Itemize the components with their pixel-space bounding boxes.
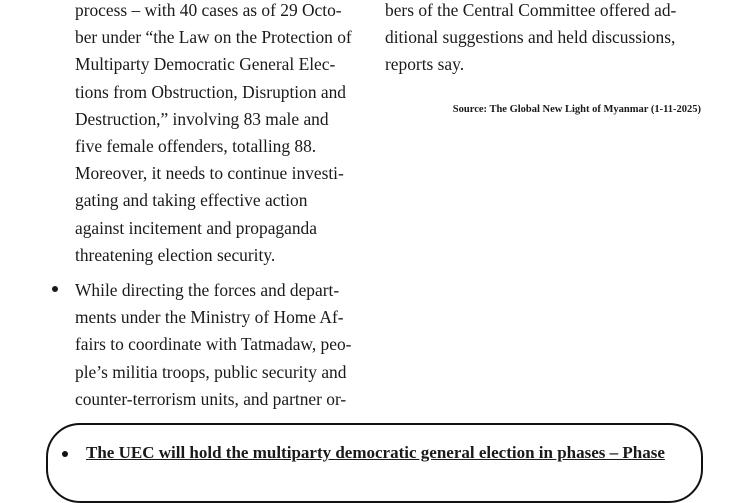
bullet-icon <box>62 451 68 457</box>
bullet-icon <box>52 286 58 292</box>
text-line: counter-terrorism units, and partner or- <box>75 388 347 409</box>
text-line: ments under the Ministry of Home Af- <box>75 307 344 328</box>
text-line: reports say. <box>385 54 465 75</box>
text-line: ditional suggestions and held discussions, <box>385 27 676 48</box>
bullet-item <box>75 277 361 413</box>
highlight-box <box>46 423 703 503</box>
text-line: bers of the Central Committee offered ad- <box>385 0 677 20</box>
left-column <box>75 0 361 413</box>
text-line: Destruction,” involving 83 male and <box>75 108 329 129</box>
text-line: ple’s militia troops, public security and <box>75 361 347 382</box>
text-line: Moreover, it needs to continue investi- <box>75 163 344 184</box>
text-line: ber under “the Law on the Protection of <box>75 27 352 48</box>
highlight-box-text: The UEC will hold the multiparty democratic general election in phases – Phase <box>86 443 665 462</box>
paragraph-continued <box>75 0 361 269</box>
text-line: fairs to coordinate with Tatmadaw, peo- <box>75 334 352 355</box>
text-line: threatening election security. <box>75 244 276 265</box>
text-line: gating and taking effective action <box>75 190 308 211</box>
right-column <box>385 0 693 79</box>
text-line: Multiparty Democratic General Elec- <box>75 54 336 75</box>
text-line: against incitement and propaganda <box>75 217 317 238</box>
source-citation: Source: The Global New Light of Myanmar (1-11-2025) <box>452 104 701 115</box>
text-line: tions from Obstruction, Disruption and <box>75 81 346 102</box>
text-line: process – with 40 cases as of 29 Octo- <box>75 0 342 20</box>
text-line: While directing the forces and depart- <box>75 280 340 301</box>
text-line: five female offenders, totalling 88. <box>75 136 317 157</box>
